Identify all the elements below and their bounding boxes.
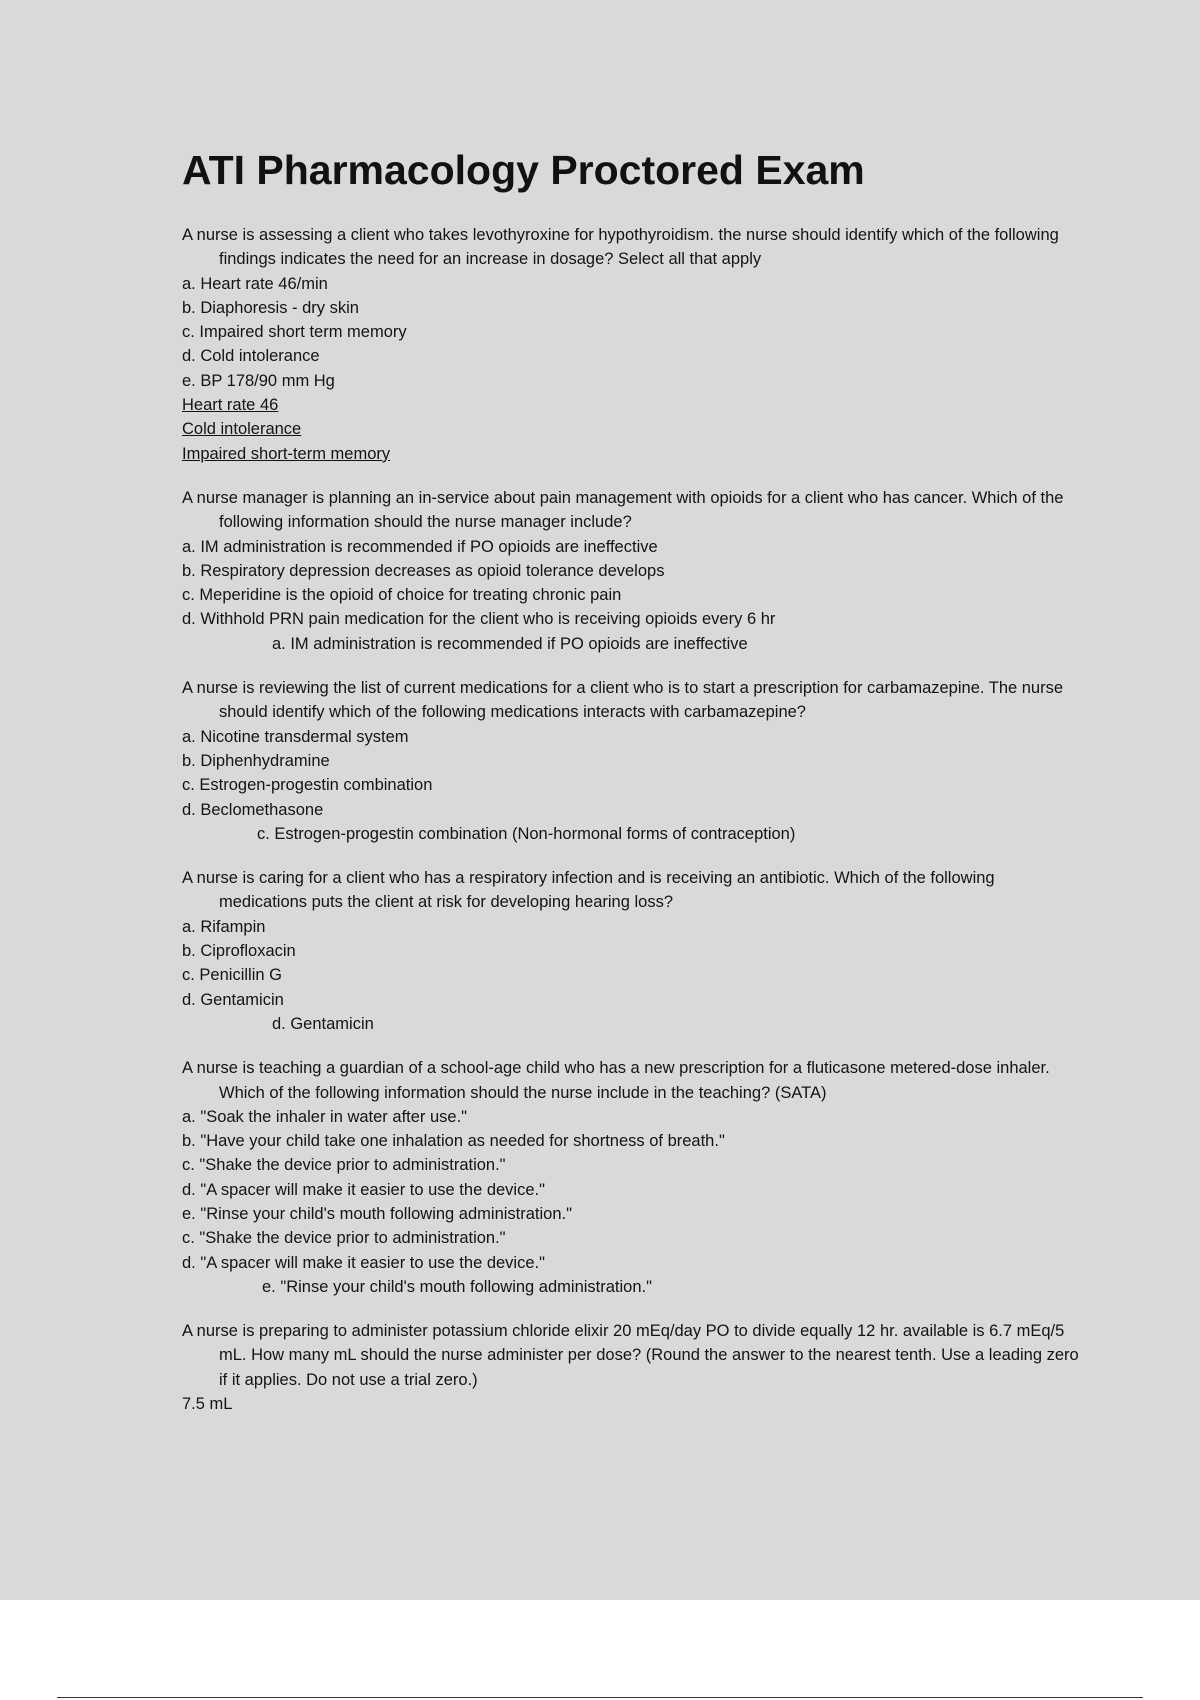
question-4-text: A nurse is caring for a client who has a respiratory infection and is receiving an antibiotic. Which of the following medications puts the client at risk for developing hearing loss? xyxy=(182,869,995,912)
question-4-option-c: c. Penicillin G xyxy=(182,966,282,985)
question-2-option-a: a. IM administration is recommended if PO opioids are ineffective xyxy=(182,537,658,556)
question-5-option-b: b. "Have your child take one inhalation as needed for shortness of breath." xyxy=(182,1132,725,1151)
question-1-answer-2: Cold intolerance xyxy=(182,420,302,439)
question-4-option-b: b. Ciprofloxacin xyxy=(182,942,296,961)
question-3 xyxy=(182,676,1082,846)
question-2-answer: a. IM administration is recommended if PO opioids are ineffective xyxy=(272,634,748,653)
question-3-answer: c. Estrogen-progestin combination (Non-hormonal forms of contraception) xyxy=(257,824,796,843)
question-2-option-b: b. Respiratory depression decreases as opioid tolerance develops xyxy=(182,561,665,580)
question-4-answer: d. Gentamicin xyxy=(272,1014,374,1033)
question-1-option-d: d. Cold intolerance xyxy=(182,347,320,366)
question-5-answer-2: d. "A spacer will make it easier to use the device." xyxy=(182,1253,545,1272)
question-4 xyxy=(182,866,1082,1036)
question-1-option-c: c. Impaired short term memory xyxy=(182,323,407,342)
question-5-text: A nurse is teaching a guardian of a school-age child who has a new prescription for a fluticasone metered-dose inhaler. Which of the following information should the nurse include in the teaching? (SATA) xyxy=(182,1059,1050,1102)
question-1-option-a: a. Heart rate 46/min xyxy=(182,274,328,293)
question-1-option-e: e. BP 178/90 mm Hg xyxy=(182,371,335,390)
question-3-option-b: b. Diphenhydramine xyxy=(182,751,330,770)
question-2-text: A nurse manager is planning an in-service about pain management with opioids for a client who has cancer. Which of the following information should the nurse manager include? xyxy=(182,488,1064,532)
document-content xyxy=(182,146,1082,1436)
document-title: ATI Pharmacology Proctored Exam xyxy=(182,147,865,193)
footer-divider xyxy=(57,1697,1143,1698)
question-2-option-d: d. Withhold PRN pain medication for the client who is receiving opioids every 6 hr xyxy=(182,610,776,629)
question-4-option-d: d. Gentamicin xyxy=(182,990,284,1009)
question-6-answer: 7.5 mL xyxy=(182,1395,233,1414)
question-6-text: A nurse is preparing to administer potassium chloride elixir 20 mEq/day PO to divide equally 12 hr. available is 6.7 mEq/5 mL. How many mL should the nurse administer per dose? (Round the answer to the nearest tenth. Use a leading zero if it applies. Do not use a trial zero.) xyxy=(182,1322,1079,1389)
question-1-option-b: b. Diaphoresis - dry skin xyxy=(182,298,359,317)
question-5-answer-1: c. "Shake the device prior to administration." xyxy=(182,1229,506,1248)
question-3-text: A nurse is reviewing the list of current medications for a client who is to start a prescription for carbamazepine. The nurse should identify which of the following medications interacts with carbamazepine? xyxy=(182,679,1064,722)
question-1-text: A nurse is assessing a client who takes levothyroxine for hypothyroidism. the nurse should identify which of the following findings indicates the need for an increase in dosage? Select all that apply xyxy=(182,226,1059,269)
question-5-answer-3: e. "Rinse your child's mouth following administration." xyxy=(262,1277,652,1296)
question-3-option-d: d. Beclomethasone xyxy=(182,800,324,819)
question-3-option-a: a. Nicotine transdermal system xyxy=(182,727,409,746)
question-3-option-c: c. Estrogen-progestin combination xyxy=(182,776,433,795)
question-5-option-c: c. "Shake the device prior to administration." xyxy=(182,1156,506,1175)
question-6 xyxy=(182,1319,1082,1416)
question-5-option-e: e. "Rinse your child's mouth following administration." xyxy=(182,1204,572,1223)
question-2 xyxy=(182,486,1082,656)
question-5-option-d: d. "A spacer will make it easier to use the device." xyxy=(182,1180,545,1199)
question-2-option-c: c. Meperidine is the opioid of choice for treating chronic pain xyxy=(182,586,622,605)
question-5 xyxy=(182,1056,1082,1299)
question-1-answer-3: Impaired short-term memory xyxy=(182,444,391,463)
question-1 xyxy=(182,223,1082,466)
question-4-option-a: a. Rifampin xyxy=(182,917,266,936)
question-1-answer-1: Heart rate 46 xyxy=(182,396,279,415)
question-5-option-a: a. "Soak the inhaler in water after use." xyxy=(182,1107,468,1126)
